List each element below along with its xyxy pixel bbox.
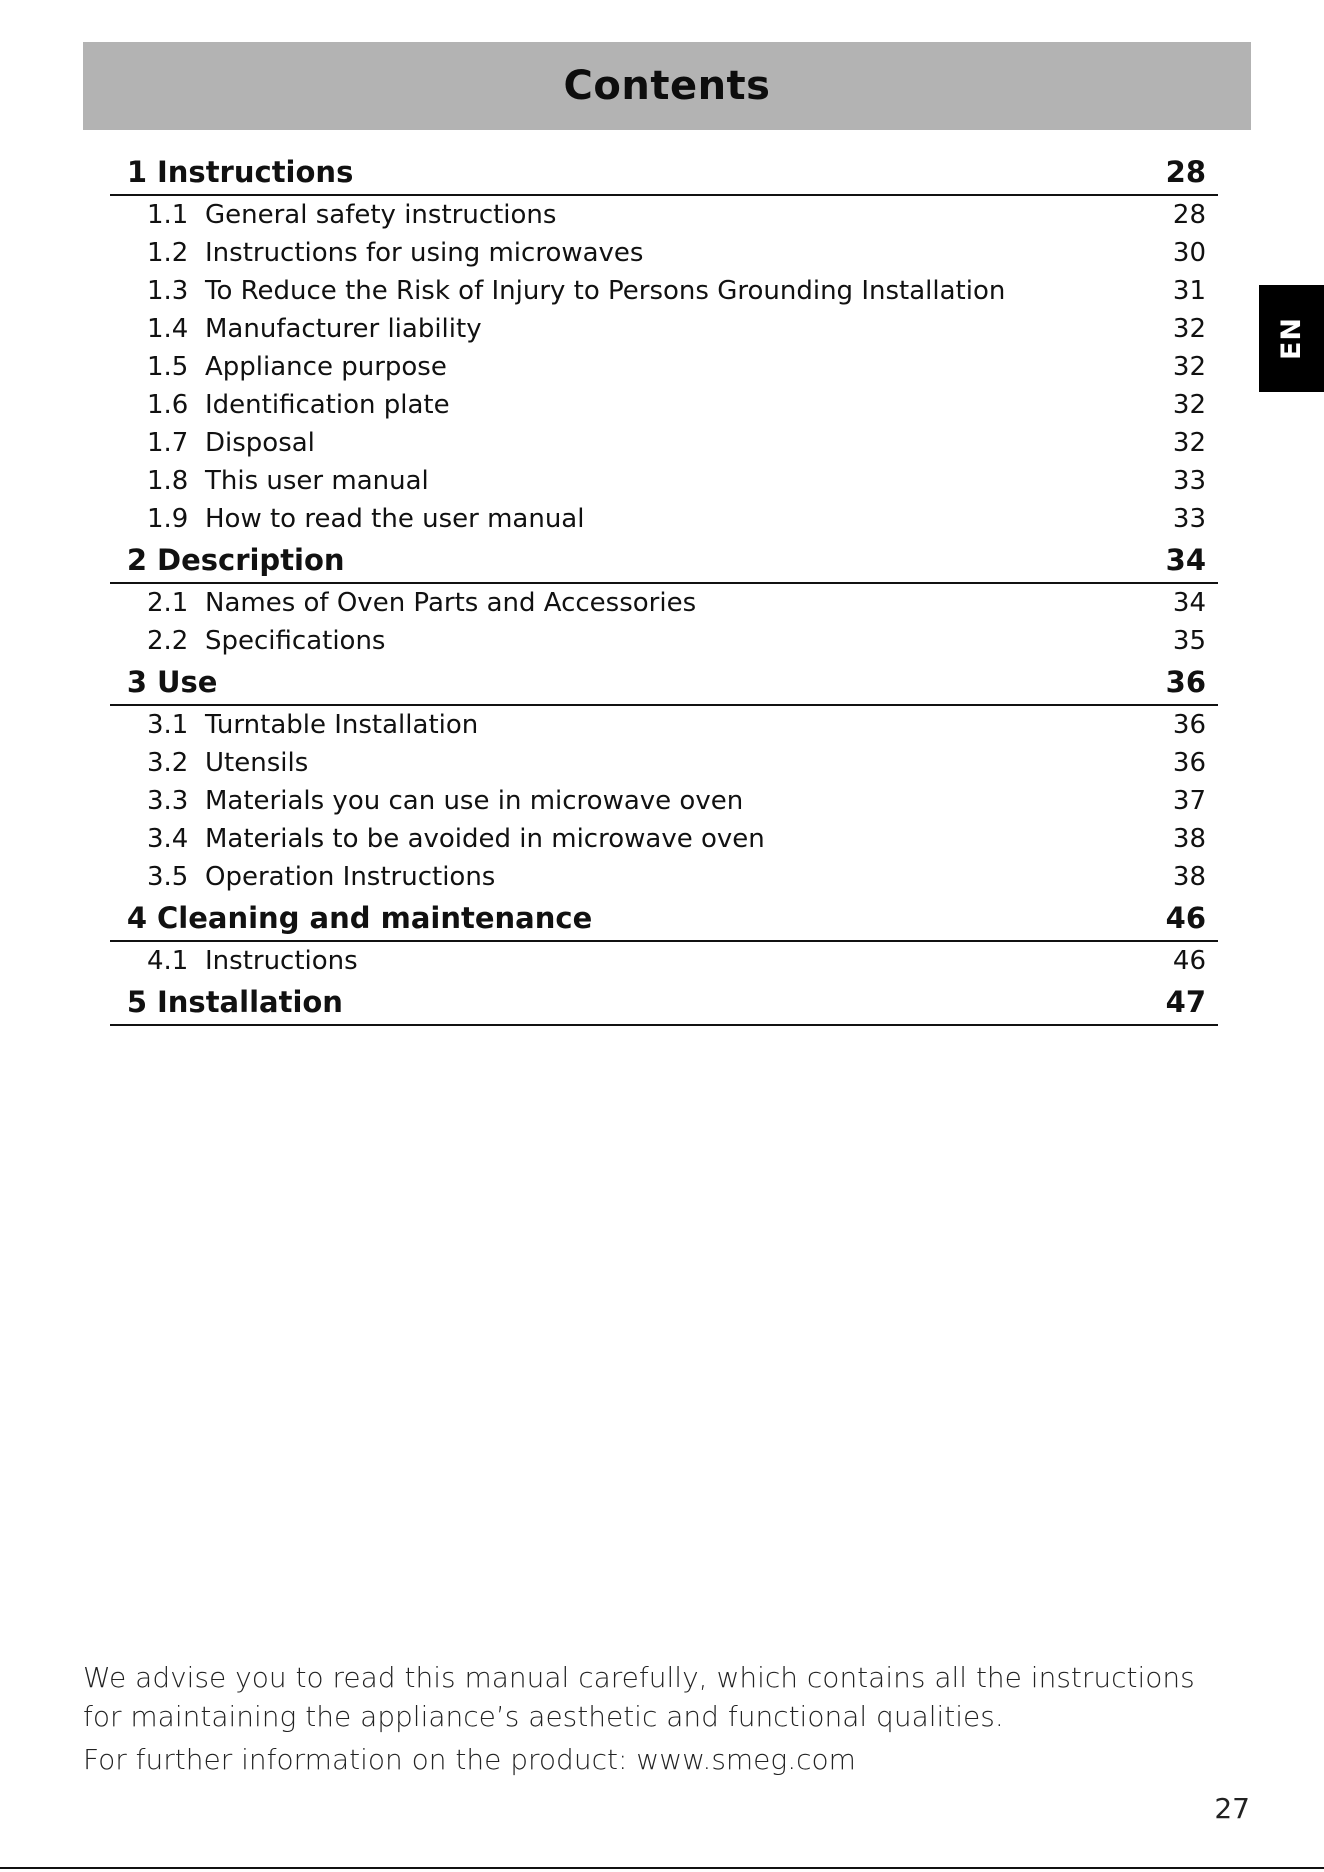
toc-section-page: 34 (1165, 543, 1206, 577)
page-number: 27 (1214, 1792, 1250, 1825)
toc-subsection-title: Names of Oven Parts and Accessories (205, 588, 697, 618)
toc-section-number: 1 (126, 155, 147, 189)
toc-subsection-number: 1.8 (147, 466, 189, 496)
toc-subsection-number: 1.5 (147, 352, 189, 382)
toc-subsection-number: 1.3 (147, 276, 189, 306)
toc-subsection-page: 35 (1172, 626, 1206, 656)
toc-section-number: 5 (126, 985, 147, 1019)
toc-section-page: 28 (1165, 155, 1206, 189)
toc-subsection-page: 31 (1172, 276, 1206, 306)
toc-subsection-title: Instructions for using microwaves (205, 238, 644, 268)
toc-subsection-row[interactable] (110, 622, 1218, 660)
toc-subsection-number: 1.6 (147, 390, 189, 420)
toc-subsection-page: 36 (1172, 748, 1206, 778)
toc-subsection-number: 1.1 (147, 200, 189, 230)
toc-subsection-number: 2.1 (147, 588, 189, 618)
toc-section-row[interactable] (110, 896, 1218, 942)
toc-subsection-row[interactable] (110, 500, 1218, 538)
toc-section-number: 2 (126, 543, 147, 577)
toc-subsection-title: General safety instructions (205, 200, 557, 230)
toc-subsection-page: 33 (1172, 504, 1206, 534)
toc-subsection-row[interactable] (110, 348, 1218, 386)
toc-subsection-title: Disposal (205, 428, 315, 458)
toc-subsection-page: 30 (1172, 238, 1206, 268)
toc-subsection-row[interactable] (110, 942, 1218, 980)
toc-subsection-title: Manufacturer liability (205, 314, 482, 344)
toc-subsection-page: 36 (1172, 710, 1206, 740)
toc-section-page: 47 (1165, 985, 1206, 1019)
toc-subsection-row[interactable] (110, 196, 1218, 234)
toc-subsection-title: Turntable Installation (205, 710, 479, 740)
toc-subsection-page: 28 (1172, 200, 1206, 230)
page-title-bar (83, 42, 1251, 130)
toc-subsection-number: 1.2 (147, 238, 189, 268)
toc-subsection-number: 1.7 (147, 428, 189, 458)
toc-subsection-row[interactable] (110, 272, 1218, 310)
toc-subsection-row[interactable] (110, 584, 1218, 622)
toc-subsection-title: Operation Instructions (205, 862, 496, 892)
toc-subsection-page: 32 (1172, 390, 1206, 420)
toc-subsection-row[interactable] (110, 462, 1218, 500)
toc-subsection-row[interactable] (110, 744, 1218, 782)
toc-subsection-page: 34 (1172, 588, 1206, 618)
toc-subsection-page: 32 (1172, 314, 1206, 344)
more-info-text: For further information on the product: www.smeg.com (83, 1743, 856, 1776)
toc-subsection-page: 38 (1172, 862, 1206, 892)
toc-subsection-row[interactable] (110, 234, 1218, 272)
language-tab-label: EN (1275, 316, 1307, 361)
toc-section-row[interactable] (110, 150, 1218, 196)
toc-subsection-row[interactable] (110, 820, 1218, 858)
table-of-contents (110, 150, 1218, 1026)
toc-section-row[interactable] (110, 660, 1218, 706)
bottom-divider (0, 1867, 1324, 1869)
toc-subsection-title: Materials you can use in microwave oven (205, 786, 744, 816)
toc-section-row[interactable] (110, 980, 1218, 1026)
toc-subsection-number: 3.2 (147, 748, 189, 778)
toc-subsection-number: 1.9 (147, 504, 189, 534)
toc-subsection-title: To Reduce the Risk of Injury to Persons Grounding Installation (205, 276, 1006, 306)
toc-subsection-row[interactable] (110, 424, 1218, 462)
toc-section-title: Use (157, 665, 218, 699)
toc-subsection-title: Appliance purpose (205, 352, 447, 382)
toc-subsection-page: 37 (1172, 786, 1206, 816)
toc-subsection-page: 32 (1172, 428, 1206, 458)
toc-section-row[interactable] (110, 538, 1218, 584)
toc-subsection-title: Instructions (205, 946, 358, 976)
page-title: Contents (563, 63, 771, 109)
toc-subsection-row[interactable] (110, 706, 1218, 744)
toc-subsection-title: Identification plate (205, 390, 450, 420)
toc-subsection-number: 2.2 (147, 626, 189, 656)
toc-subsection-row[interactable] (110, 386, 1218, 424)
toc-section-number: 3 (126, 665, 147, 699)
language-tab (1259, 285, 1324, 392)
toc-subsection-number: 3.1 (147, 710, 189, 740)
toc-subsection-number: 1.4 (147, 314, 189, 344)
toc-subsection-title: This user manual (205, 466, 429, 496)
toc-subsection-number: 3.5 (147, 862, 189, 892)
toc-subsection-number: 3.3 (147, 786, 189, 816)
toc-section-page: 46 (1165, 901, 1206, 935)
toc-section-title: Description (157, 543, 345, 577)
toc-section-page: 36 (1165, 665, 1206, 699)
toc-subsection-title: How to read the user manual (205, 504, 585, 534)
toc-subsection-number: 4.1 (147, 946, 189, 976)
toc-subsection-page: 33 (1172, 466, 1206, 496)
toc-subsection-number: 3.4 (147, 824, 189, 854)
intro-note (83, 1658, 1233, 1779)
toc-section-title: Cleaning and maintenance (157, 901, 593, 935)
toc-section-title: Instructions (157, 155, 354, 189)
intro-text: We advise you to read this manual carefully, which contains all the instructions for maintaining the appliance’s aesthetic and functional qualities. (83, 1661, 1195, 1733)
toc-subsection-page: 46 (1172, 946, 1206, 976)
toc-subsection-title: Utensils (205, 748, 309, 778)
toc-subsection-row[interactable] (110, 310, 1218, 348)
toc-subsection-page: 38 (1172, 824, 1206, 854)
toc-subsection-page: 32 (1172, 352, 1206, 382)
toc-section-number: 4 (126, 901, 147, 935)
toc-subsection-title: Specifications (205, 626, 386, 656)
toc-subsection-row[interactable] (110, 782, 1218, 820)
toc-subsection-title: Materials to be avoided in microwave oven (205, 824, 765, 854)
toc-section-title: Installation (157, 985, 343, 1019)
toc-subsection-row[interactable] (110, 858, 1218, 896)
